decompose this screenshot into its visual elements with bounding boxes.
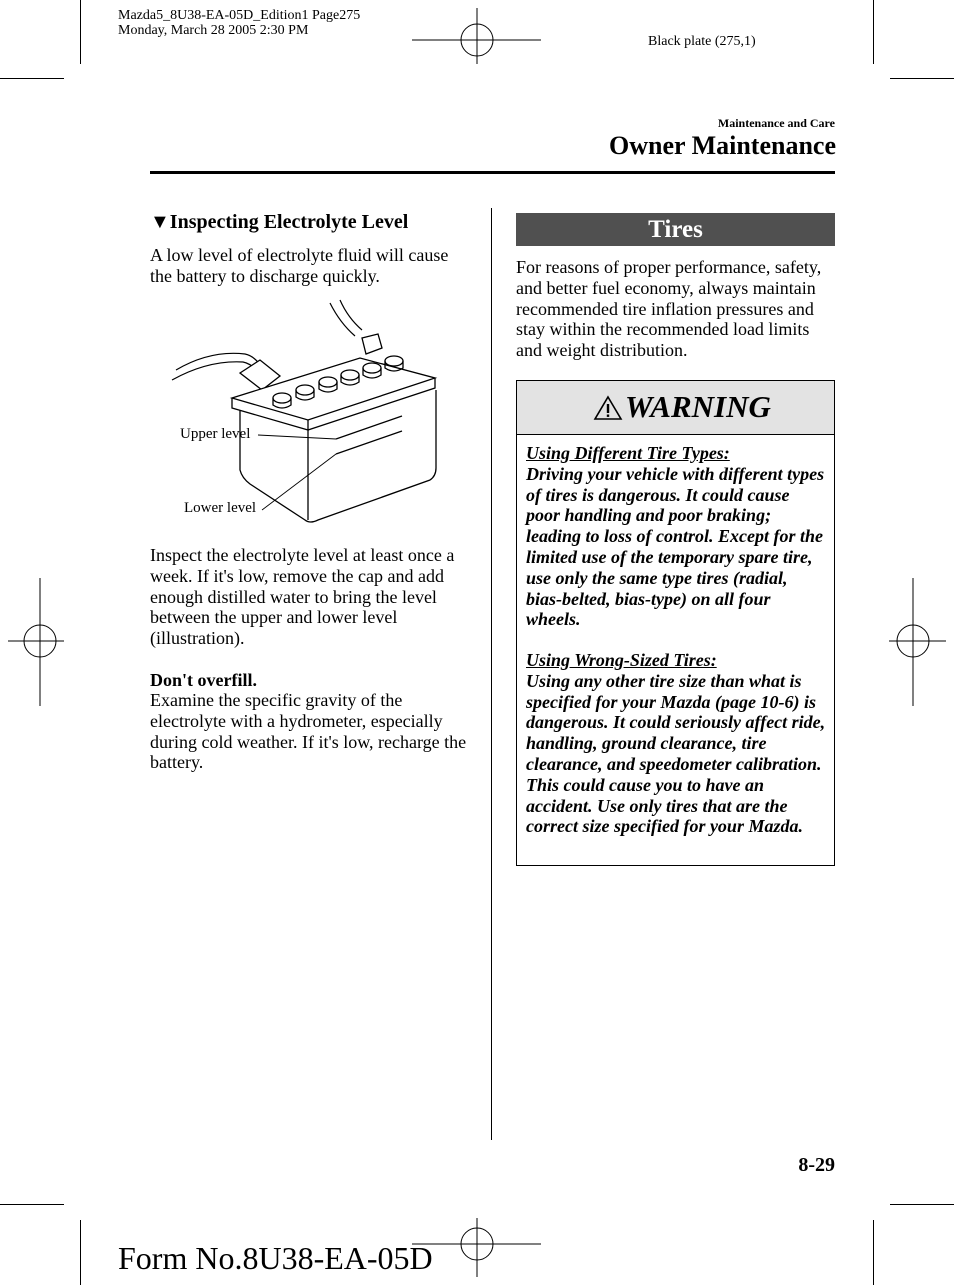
tires-heading: Tires (516, 213, 835, 246)
specific-gravity-paragraph: Examine the specific gravity of the electrolyte with a hydrometer, especially during cold weather. If it's low, recharge the battery. (150, 690, 467, 773)
dont-overfill: Don't overfill. (150, 670, 257, 690)
inspect-paragraph: Inspect the electrolyte level at least once a week. If it's low, remove the cap and add enough distilled water to bring the level between the upper and lower level (illustration). (150, 545, 455, 649)
warning-triangle-icon (593, 395, 623, 421)
section-label: Maintenance and Care (717, 116, 835, 130)
warning-title: WARNING (625, 389, 771, 424)
warning-section-2 (526, 650, 826, 837)
battery-illustration (150, 298, 470, 533)
header-rule (150, 171, 835, 174)
warning-section-1 (526, 443, 826, 630)
slug-timestamp: Monday, March 28 2005 2:30 PM (118, 23, 309, 38)
warning-text-1: Driving your vehicle with different types of tires is dangerous. It could cause poor handling and poor braking; leading to loss of control. Except for the limited use of the temporary spare tire, use only the same type tires (radial, bias-belted, bias-type) on all four wheels. (526, 463, 825, 630)
upper-level-label: Upper level (180, 426, 251, 442)
warning-header (517, 381, 834, 435)
lower-level-label: Lower level (184, 500, 257, 516)
warning-box (516, 380, 835, 866)
subheading-text: Inspecting Electrolyte Level (169, 211, 409, 233)
triangle-marker-icon: ▼ (150, 211, 170, 233)
battery-figure (150, 298, 470, 533)
plate-label: Black plate (275,1) (648, 34, 756, 49)
electrolyte-intro: A low level of electrolyte fluid will cause the battery to discharge quickly. (150, 245, 449, 286)
column-divider (491, 208, 492, 1140)
subheading-electrolyte (150, 211, 408, 234)
tires-intro: For reasons of proper performance, safety, and better fuel economy, always maintain recommended tire inflation pressures and stay within the recommended load limits and weight distribution. (516, 257, 822, 361)
slug-filename: Mazda5_8U38-EA-05D_Edition1 Page275 (118, 8, 361, 23)
warning-text-2: Using any other tire size than what is specified for your Mazda (page 10-6) is dangerous. It could seriously affect ride, handling, ground clearance, tire clearance, and speedometer calibration. This could cause you to have an accident. Use only tires that are the correct size specified for your Mazda. (526, 670, 826, 837)
page-title: Owner Maintenance (609, 131, 836, 160)
page-number: 8-29 (798, 1154, 835, 1176)
print-slug (118, 8, 360, 38)
form-number: Form No.8U38-EA-05D (118, 1240, 433, 1276)
warning-subheading-2: Using Wrong-Sized Tires: (526, 650, 717, 670)
warning-subheading-1: Using Different Tire Types: (526, 443, 730, 463)
